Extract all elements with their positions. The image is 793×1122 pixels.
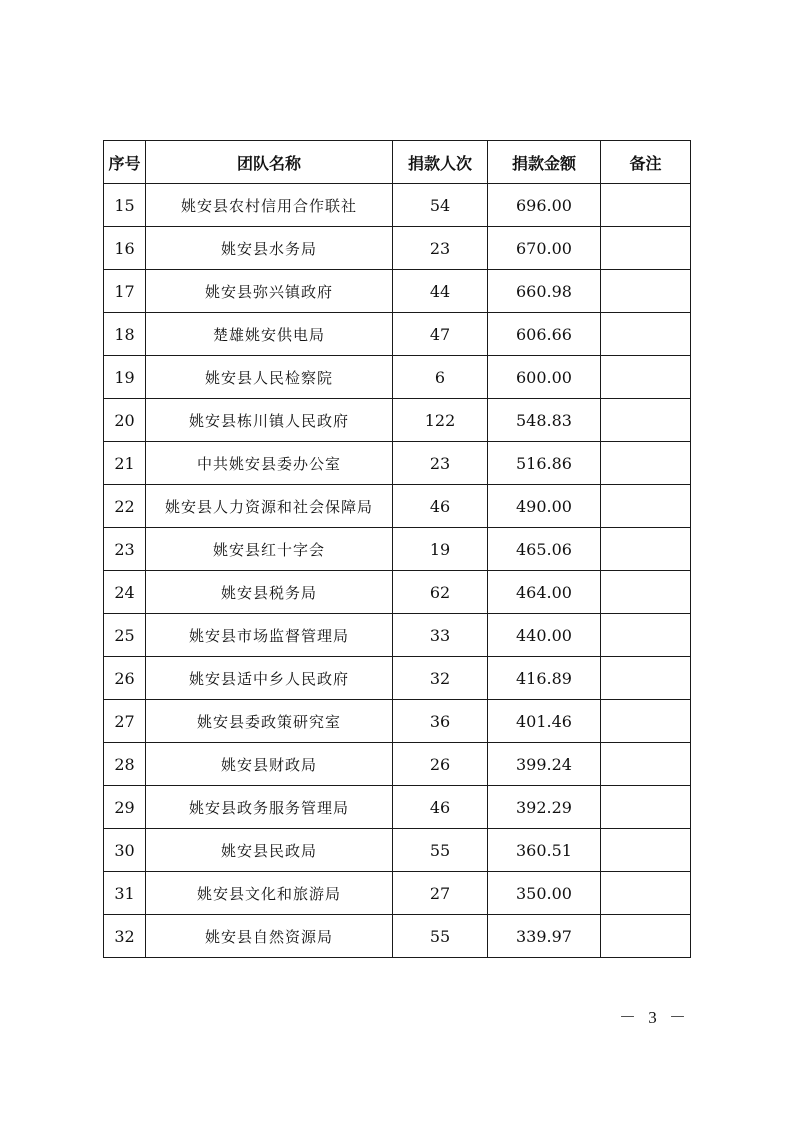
page-number: － 3 －: [619, 1008, 690, 1027]
team-name-cell: 中共姚安县委办公室: [146, 442, 393, 485]
serial-number-cell: 20: [104, 399, 146, 442]
table-row: [104, 614, 691, 657]
table-row: [104, 399, 691, 442]
donor-count-cell: 54: [393, 184, 488, 227]
table-row: [104, 270, 691, 313]
remarks-cell: [601, 184, 691, 227]
team-name-cell: 姚安县民政局: [146, 829, 393, 872]
table-row: [104, 829, 691, 872]
donation-amount-cell: 350.00: [488, 872, 601, 915]
serial-number-cell: 31: [104, 872, 146, 915]
donation-amount-cell: 392.29: [488, 786, 601, 829]
donor-count-cell: 44: [393, 270, 488, 313]
header-team-name: 团队名称: [146, 141, 393, 184]
serial-number-cell: 29: [104, 786, 146, 829]
remarks-cell: [601, 227, 691, 270]
donor-count-cell: 23: [393, 227, 488, 270]
remarks-cell: [601, 872, 691, 915]
donor-count-cell: 55: [393, 915, 488, 958]
donation-amount-cell: 464.00: [488, 571, 601, 614]
team-name-cell: 姚安县栋川镇人民政府: [146, 399, 393, 442]
serial-number-cell: 24: [104, 571, 146, 614]
donor-count-cell: 33: [393, 614, 488, 657]
donor-count-cell: 32: [393, 657, 488, 700]
team-name-cell: 姚安县市场监督管理局: [146, 614, 393, 657]
donation-amount-cell: 696.00: [488, 184, 601, 227]
donation-amount-cell: 516.86: [488, 442, 601, 485]
table-row: [104, 356, 691, 399]
table-row: [104, 915, 691, 958]
remarks-cell: [601, 528, 691, 571]
donation-amount-cell: 490.00: [488, 485, 601, 528]
team-name-cell: 姚安县弥兴镇政府: [146, 270, 393, 313]
table-row: [104, 700, 691, 743]
remarks-cell: [601, 786, 691, 829]
table-row: [104, 313, 691, 356]
team-name-cell: 姚安县财政局: [146, 743, 393, 786]
team-name-cell: 姚安县文化和旅游局: [146, 872, 393, 915]
remarks-cell: [601, 657, 691, 700]
serial-number-cell: 16: [104, 227, 146, 270]
table-row: [104, 872, 691, 915]
donor-count-cell: 62: [393, 571, 488, 614]
donor-count-cell: 23: [393, 442, 488, 485]
team-name-cell: 姚安县自然资源局: [146, 915, 393, 958]
header-donor-count: 捐款人次: [393, 141, 488, 184]
serial-number-cell: 18: [104, 313, 146, 356]
header-row: [104, 141, 691, 184]
table-row: [104, 184, 691, 227]
serial-number-cell: 30: [104, 829, 146, 872]
table-header: [104, 141, 691, 184]
donor-count-cell: 6: [393, 356, 488, 399]
table-row: [104, 528, 691, 571]
table-row: [104, 657, 691, 700]
serial-number-cell: 21: [104, 442, 146, 485]
header-remarks: 备注: [601, 141, 691, 184]
serial-number-cell: 26: [104, 657, 146, 700]
donation-amount-cell: 606.66: [488, 313, 601, 356]
donor-count-cell: 36: [393, 700, 488, 743]
serial-number-cell: 28: [104, 743, 146, 786]
team-name-cell: 姚安县政务服务管理局: [146, 786, 393, 829]
donation-amount-cell: 660.98: [488, 270, 601, 313]
team-name-cell: 楚雄姚安供电局: [146, 313, 393, 356]
remarks-cell: [601, 313, 691, 356]
remarks-cell: [601, 270, 691, 313]
remarks-cell: [601, 915, 691, 958]
team-name-cell: 姚安县委政策研究室: [146, 700, 393, 743]
donation-amount-cell: 339.97: [488, 915, 601, 958]
donor-count-cell: 19: [393, 528, 488, 571]
remarks-cell: [601, 743, 691, 786]
donation-amount-cell: 670.00: [488, 227, 601, 270]
header-serial-number: 序号: [104, 141, 146, 184]
remarks-cell: [601, 829, 691, 872]
donation-amount-cell: 399.24: [488, 743, 601, 786]
serial-number-cell: 17: [104, 270, 146, 313]
header-donation-amount: 捐款金额: [488, 141, 601, 184]
donation-amount-cell: 548.83: [488, 399, 601, 442]
donation-amount-cell: 600.00: [488, 356, 601, 399]
remarks-cell: [601, 442, 691, 485]
donation-amount-cell: 465.06: [488, 528, 601, 571]
team-name-cell: 姚安县人力资源和社会保障局: [146, 485, 393, 528]
serial-number-cell: 15: [104, 184, 146, 227]
remarks-cell: [601, 571, 691, 614]
team-name-cell: 姚安县人民检察院: [146, 356, 393, 399]
donor-count-cell: 26: [393, 743, 488, 786]
donor-count-cell: 47: [393, 313, 488, 356]
serial-number-cell: 19: [104, 356, 146, 399]
table-row: [104, 485, 691, 528]
remarks-cell: [601, 614, 691, 657]
donation-amount-cell: 416.89: [488, 657, 601, 700]
remarks-cell: [601, 700, 691, 743]
table-row: [104, 227, 691, 270]
donation-amount-cell: 440.00: [488, 614, 601, 657]
donor-count-cell: 27: [393, 872, 488, 915]
serial-number-cell: 23: [104, 528, 146, 571]
remarks-cell: [601, 399, 691, 442]
donation-amount-cell: 360.51: [488, 829, 601, 872]
table-row: [104, 743, 691, 786]
donor-count-cell: 122: [393, 399, 488, 442]
serial-number-cell: 32: [104, 915, 146, 958]
table-row: [104, 571, 691, 614]
remarks-cell: [601, 485, 691, 528]
table-row: [104, 442, 691, 485]
serial-number-cell: 27: [104, 700, 146, 743]
serial-number-cell: 25: [104, 614, 146, 657]
table-row: [104, 786, 691, 829]
table-body: [104, 184, 691, 958]
donor-count-cell: 55: [393, 829, 488, 872]
serial-number-cell: 22: [104, 485, 146, 528]
team-name-cell: 姚安县税务局: [146, 571, 393, 614]
team-name-cell: 姚安县农村信用合作联社: [146, 184, 393, 227]
donor-count-cell: 46: [393, 786, 488, 829]
donor-count-cell: 46: [393, 485, 488, 528]
remarks-cell: [601, 356, 691, 399]
team-name-cell: 姚安县水务局: [146, 227, 393, 270]
team-name-cell: 姚安县适中乡人民政府: [146, 657, 393, 700]
team-name-cell: 姚安县红十字会: [146, 528, 393, 571]
donation-table: [103, 140, 691, 958]
donation-amount-cell: 401.46: [488, 700, 601, 743]
